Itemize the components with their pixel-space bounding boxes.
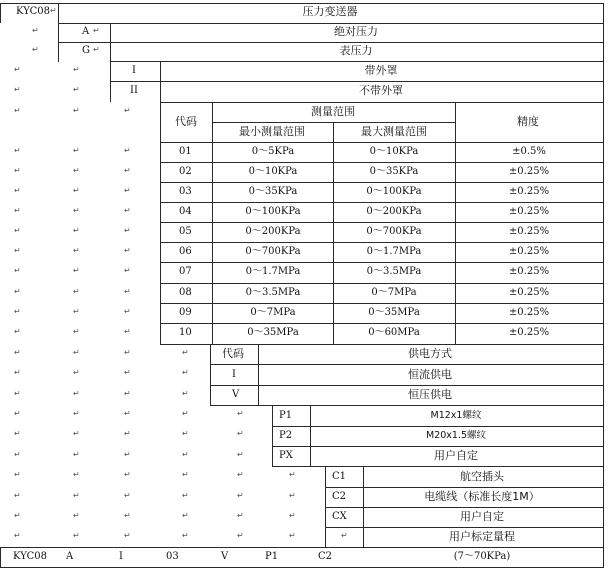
paragraph-mark-icon: ↵ — [32, 45, 39, 54]
range-max: 0～100KPa — [366, 186, 422, 197]
rule — [160, 344, 603, 345]
cooling-code: I — [132, 65, 136, 76]
connector-code: C2 — [332, 491, 347, 502]
paragraph-mark-icon: ↵ — [73, 106, 80, 115]
paragraph-mark-icon: ↵ — [237, 470, 244, 479]
paragraph-mark-icon: ↵ — [14, 368, 21, 377]
paragraph-mark-icon: ↵ — [182, 511, 189, 520]
rule — [160, 142, 603, 143]
calibration-label: 用户标定量程 — [449, 530, 515, 543]
paragraph-mark-icon: ↵ — [73, 307, 80, 316]
range-code: 01 — [179, 146, 192, 157]
range-max: 0～700KPa — [366, 226, 422, 237]
rule — [160, 162, 603, 163]
paragraph-mark-icon: ↵ — [124, 327, 131, 336]
paragraph-mark-icon: ↵ — [237, 511, 244, 520]
paragraph-mark-icon: ↵ — [14, 409, 21, 418]
max-range-header: 最大测量范围 — [361, 125, 427, 138]
paragraph-mark-icon: ↵ — [14, 511, 21, 520]
paragraph-mark-icon: ↵ — [73, 287, 80, 296]
paragraph-mark-icon: ↵ — [14, 85, 21, 94]
cooling-label: 带外罩 — [364, 64, 398, 77]
range-accuracy: ±0.25% — [508, 186, 550, 197]
paragraph-mark-icon: ↵ — [124, 368, 131, 377]
thread-label: M12x1螺纹 — [430, 410, 482, 421]
paragraph-mark-icon: ↵ — [73, 450, 80, 459]
product-name: 压力变送器 — [302, 5, 358, 18]
paragraph-mark-icon: ↵ — [182, 409, 189, 418]
paragraph-mark-icon: ↵ — [14, 106, 21, 115]
range-code: 08 — [179, 287, 192, 298]
paragraph-mark-icon: ↵ — [73, 206, 80, 215]
pressure-code: A — [82, 26, 90, 37]
paragraph-mark-icon: ↵ — [73, 166, 80, 175]
cooling-label: 不带外罩 — [359, 84, 403, 97]
range-min: 0～1.7MPa — [245, 266, 301, 277]
power-label-header: 供电方式 — [408, 347, 452, 360]
paragraph-mark-icon: ↵ — [14, 531, 21, 540]
paragraph-mark-icon: ↵ — [14, 307, 21, 316]
power-label: 恒压供电 — [408, 388, 452, 401]
rule — [110, 81, 603, 82]
rule — [333, 122, 334, 344]
paragraph-mark-icon: ↵ — [73, 85, 80, 94]
range-accuracy: ±0.25% — [508, 327, 550, 338]
rule — [110, 23, 111, 102]
rule — [0, 3, 1, 23]
example-range-note: (7～70KPa) — [453, 551, 511, 562]
paragraph-mark-icon: ↵ — [14, 348, 21, 357]
rule — [160, 61, 161, 344]
paragraph-mark-icon: ↵ — [124, 511, 131, 520]
range-code: 03 — [179, 186, 192, 197]
paragraph-mark-icon: ↵ — [124, 206, 131, 215]
connector-code: C1 — [332, 471, 347, 482]
paragraph-mark-icon: ↵ — [73, 511, 80, 520]
paragraph-mark-icon: ↵ — [124, 491, 131, 500]
range-code: 10 — [179, 327, 192, 338]
range-code: 02 — [179, 166, 192, 177]
pressure-code: G — [82, 45, 90, 56]
paragraph-mark-icon: ↵ — [289, 511, 296, 520]
rule — [603, 3, 604, 568]
paragraph-mark-icon: ↵ — [14, 146, 21, 155]
rule — [0, 547, 603, 548]
min-range-header: 最小测量范围 — [239, 125, 305, 138]
cooling-code: II — [130, 85, 138, 96]
paragraph-mark-icon: ↵ — [124, 246, 131, 255]
example-pressure: A — [66, 551, 74, 562]
paragraph-mark-icon: ↵ — [182, 470, 189, 479]
paragraph-mark-icon: ↵ — [237, 531, 244, 540]
paragraph-mark-icon: ↵ — [182, 389, 189, 398]
paragraph-mark-icon: ↵ — [14, 389, 21, 398]
model-code: KYC08 — [16, 6, 51, 17]
paragraph-mark-icon: ↵ — [124, 266, 131, 275]
paragraph-mark-icon: ↵ — [73, 531, 80, 540]
example-power: V — [221, 551, 229, 562]
range-min: 0～5KPa — [251, 146, 295, 157]
connector-label: 航空插头 — [460, 470, 504, 483]
range-header: 测量范围 — [311, 105, 355, 118]
paragraph-mark-icon: ↵ — [14, 287, 21, 296]
paragraph-mark-icon: ↵ — [124, 348, 131, 357]
rule — [325, 466, 326, 547]
power-code: V — [232, 389, 240, 400]
paragraph-mark-icon: ↵ — [124, 429, 131, 438]
paragraph-mark-icon: ↵ — [289, 470, 296, 479]
rule — [210, 385, 603, 386]
rule — [160, 303, 603, 304]
range-max: 0～10KPa — [369, 146, 419, 157]
rule — [210, 344, 211, 405]
range-accuracy: ±0.25% — [508, 206, 550, 217]
paragraph-mark-icon: ↵ — [124, 106, 131, 115]
paragraph-mark-icon: ↵ — [73, 389, 80, 398]
range-max: 0～35MPa — [368, 307, 420, 318]
paragraph-mark-icon: ↵ — [14, 65, 21, 74]
paragraph-mark-icon: ↵ — [289, 531, 296, 540]
paragraph-mark-icon: ↵ — [14, 206, 21, 215]
range-code-header: 代码 — [175, 115, 197, 128]
range-min: 0～7MPa — [250, 307, 296, 318]
rule — [455, 102, 456, 344]
range-max: 0～3.5MPa — [366, 266, 422, 277]
connector-code: CX — [332, 511, 347, 522]
paragraph-mark-icon: ↵ — [14, 226, 21, 235]
range-code: 07 — [179, 266, 192, 277]
paragraph-mark-icon: ↵ — [237, 491, 244, 500]
rule — [160, 182, 603, 183]
paragraph-mark-icon: ↵ — [124, 146, 131, 155]
accuracy-header: 精度 — [517, 115, 539, 128]
paragraph-mark-icon: ↵ — [182, 368, 189, 377]
example-model: KYC08 — [13, 551, 48, 562]
rule — [0, 547, 1, 567]
rule — [160, 242, 603, 243]
paragraph-mark-icon: ↵ — [124, 166, 131, 175]
connector-label: 用户自定 — [460, 510, 504, 523]
paragraph-mark-icon: ↵ — [124, 470, 131, 479]
paragraph-mark-icon: ↵ — [14, 186, 21, 195]
paragraph-mark-icon: ↵ — [182, 491, 189, 500]
paragraph-mark-icon: ↵ — [182, 429, 189, 438]
rule — [325, 507, 603, 508]
range-max: 0～35KPa — [369, 166, 419, 177]
paragraph-mark-icon: ↵ — [237, 429, 244, 438]
paragraph-mark-icon: ↵ — [14, 491, 21, 500]
paragraph-mark-icon: ↵ — [124, 287, 131, 296]
range-min: 0～10KPa — [248, 166, 298, 177]
rule — [58, 42, 603, 43]
paragraph-mark-icon: ↵ — [73, 368, 80, 377]
paragraph-mark-icon: ↵ — [182, 450, 189, 459]
paragraph-mark-icon: ↵ — [73, 327, 80, 336]
range-max: 0～7MPa — [371, 287, 417, 298]
example-connector: C2 — [318, 551, 333, 562]
power-code-header: 代码 — [222, 347, 244, 360]
paragraph-mark-icon: ↵ — [73, 186, 80, 195]
example-cooling: I — [119, 551, 123, 562]
rule — [58, 23, 603, 24]
paragraph-mark-icon: ↵ — [237, 409, 244, 418]
paragraph-mark-icon: ↵ — [93, 26, 100, 35]
range-min: 0～35KPa — [248, 186, 298, 197]
example-thread: P1 — [265, 551, 279, 562]
range-max: 0～60MPa — [368, 327, 420, 338]
thread-code: PX — [279, 450, 293, 461]
pressure-label: 绝对压力 — [334, 25, 378, 38]
paragraph-mark-icon: ↵ — [14, 429, 21, 438]
rule — [258, 344, 259, 405]
paragraph-mark-icon: ↵ — [73, 146, 80, 155]
paragraph-mark-icon: ↵ — [93, 45, 100, 54]
rule — [272, 426, 603, 427]
paragraph-mark-icon: ↵ — [73, 65, 80, 74]
rule — [363, 466, 364, 547]
thread-label: M20x1.5螺纹 — [425, 430, 487, 441]
range-code: 06 — [179, 246, 192, 257]
range-accuracy: ±0.25% — [508, 166, 550, 177]
range-min: 0～700KPa — [245, 246, 301, 257]
paragraph-mark-icon: ↵ — [182, 348, 189, 357]
rule — [0, 567, 603, 568]
paragraph-mark-icon: ↵ — [182, 531, 189, 540]
range-max: 0～1.7MPa — [366, 246, 422, 257]
rule — [272, 405, 273, 466]
paragraph-mark-icon: ↵ — [73, 226, 80, 235]
connector-label: 电缆线（标准长度1M） — [424, 490, 540, 503]
rule — [0, 3, 603, 4]
paragraph-mark-icon: ↵ — [14, 470, 21, 479]
range-accuracy: ±0.25% — [508, 246, 550, 257]
thread-code: P2 — [279, 430, 293, 441]
rule — [325, 487, 603, 488]
rule — [160, 323, 603, 324]
paragraph-mark-icon: ↵ — [73, 348, 80, 357]
rule — [160, 283, 603, 284]
range-min: 0～200KPa — [245, 226, 301, 237]
thread-code: P1 — [279, 410, 293, 421]
range-code: 04 — [179, 206, 192, 217]
paragraph-mark-icon: ↵ — [341, 531, 348, 540]
power-label: 恒流供电 — [408, 368, 452, 381]
power-code: I — [232, 369, 236, 380]
range-accuracy: ±0.25% — [508, 287, 550, 298]
range-accuracy: ±0.25% — [508, 307, 550, 318]
range-code: 05 — [179, 226, 192, 237]
paragraph-mark-icon: ↵ — [124, 409, 131, 418]
range-accuracy: ±0.25% — [508, 226, 550, 237]
paragraph-mark-icon: ↵ — [124, 531, 131, 540]
range-max: 0～200KPa — [366, 206, 422, 217]
rule — [160, 222, 603, 223]
thread-label: 用户自定 — [434, 449, 478, 462]
range-min: 0～3.5MPa — [245, 287, 301, 298]
range-min: 0～35MPa — [247, 327, 299, 338]
paragraph-mark-icon: ↵ — [73, 266, 80, 275]
paragraph-mark-icon: ↵ — [73, 246, 80, 255]
paragraph-mark-icon: ↵ — [14, 166, 21, 175]
range-min: 0～100KPa — [245, 206, 301, 217]
paragraph-mark-icon: ↵ — [14, 246, 21, 255]
range-accuracy: ±0.5% — [512, 146, 546, 157]
paragraph-mark-icon: ↵ — [124, 389, 131, 398]
rule — [310, 405, 311, 466]
rule — [160, 202, 603, 203]
paragraph-mark-icon: ↵ — [73, 470, 80, 479]
rule — [110, 61, 603, 62]
pressure-label: 表压力 — [339, 44, 373, 57]
paragraph-mark-icon: ↵ — [124, 186, 131, 195]
paragraph-mark-icon: ↵ — [14, 327, 21, 336]
rule — [272, 446, 603, 447]
paragraph-mark-icon: ↵ — [289, 491, 296, 500]
rule — [58, 3, 59, 62]
rule — [272, 466, 603, 467]
paragraph-mark-icon: ↵ — [73, 409, 80, 418]
paragraph-mark-icon: ↵ — [50, 6, 57, 15]
rule — [160, 102, 603, 103]
paragraph-mark-icon: ↵ — [73, 429, 80, 438]
paragraph-mark-icon: ↵ — [124, 226, 131, 235]
paragraph-mark-icon: ↵ — [32, 26, 39, 35]
paragraph-mark-icon: ↵ — [14, 266, 21, 275]
example-range: 03 — [166, 551, 179, 562]
rule — [210, 364, 603, 365]
rule — [160, 262, 603, 263]
rule — [212, 102, 213, 344]
rule — [325, 527, 603, 528]
range-code: 09 — [179, 307, 192, 318]
paragraph-mark-icon: ↵ — [124, 450, 131, 459]
paragraph-mark-icon: ↵ — [14, 450, 21, 459]
rule — [210, 405, 603, 406]
paragraph-mark-icon: ↵ — [124, 307, 131, 316]
range-accuracy: ±0.25% — [508, 266, 550, 277]
paragraph-mark-icon: ↵ — [237, 450, 244, 459]
paragraph-mark-icon: ↵ — [73, 491, 80, 500]
